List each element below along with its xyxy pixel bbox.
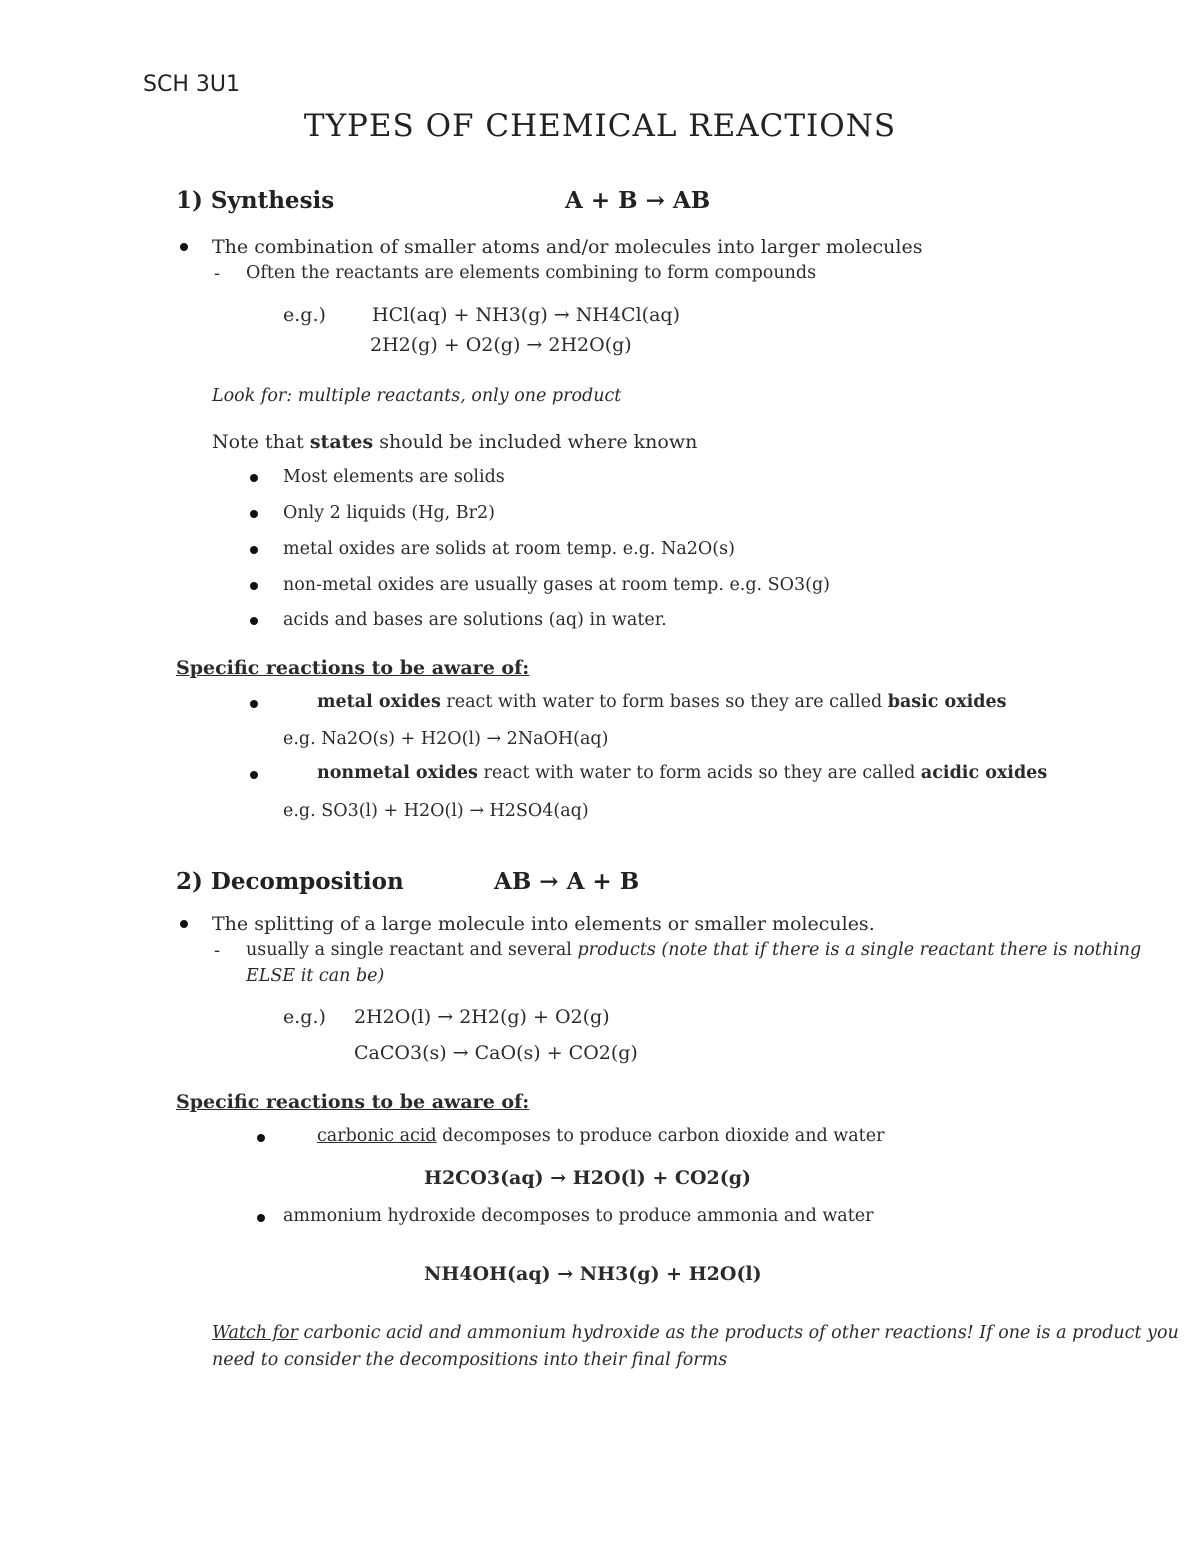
ammonium-hydroxide-equation: NH4OH(aq) → NH3(g) + H2O(l) [424,1263,762,1285]
decomposition-sub-point-cont: ELSE it can be) [246,966,385,986]
bullet-icon [250,546,258,554]
bullet-icon [250,771,258,779]
watch-for-note: Watch for carbonic acid and ammonium hydroxide as the products of other reactions! If one is a product you [212,1323,1179,1343]
carbonic-acid-line: carbonic acid decomposes to produce carbon dioxide and water [317,1126,885,1146]
synthesis-definition: The combination of smaller atoms and/or molecules into larger molecules [212,236,923,258]
dash-icon: - [214,940,221,961]
bullet-icon [250,582,258,590]
decomposition-heading: 2) Decomposition [176,868,404,895]
metal-oxides-line: metal oxides react with water to form bases so they are called basic oxides [317,692,1007,712]
bullet-icon [257,1214,265,1222]
decomposition-eg-label: e.g.) [283,1006,326,1028]
decomposition-example-1: 2H2O(l) → 2H2(g) + O2(g) [354,1006,610,1028]
page-title: TYPES OF CHEMICAL REACTIONS [303,108,897,144]
carbonic-acid-equation: H2CO3(aq) → H2O(l) + CO2(g) [424,1167,752,1189]
nonmetal-oxides-example: e.g. SO3(l) + H2O(l) → H2SO4(aq) [283,801,589,821]
state-fact: non-metal oxides are usually gases at room temp. e.g. SO3(g) [283,575,831,595]
bullet-icon [257,1134,265,1142]
synthesis-general-equation: A + B → AB [565,187,711,214]
ammonium-hydroxide-line: ammonium hydroxide decomposes to produce ammonia and water [283,1206,874,1226]
look-for-note: Look for: multiple reactants, only one product [212,386,622,406]
nonmetal-oxides-line: nonmetal oxides react with water to form acids so they are called acidic oxides [317,763,1048,783]
state-fact: Only 2 liquids (Hg, Br2) [283,503,495,523]
state-fact: Most elements are solids [283,467,505,487]
state-fact: metal oxides are solids at room temp. e.g. Na2O(s) [283,539,735,559]
decomposition-sub-point: usually a single reactant and several products (note that if there is a single reactant there is nothing [246,940,1142,960]
bullet-icon [250,510,258,518]
decomposition-example-2: CaCO3(s) → CaO(s) + CO2(g) [354,1042,638,1064]
bullet-icon [180,920,188,928]
course-code: SCH 3U1 [143,72,240,97]
decomposition-definition: The splitting of a large molecule into elements or smaller molecules. [212,913,875,935]
decomposition-general-equation: AB → A + B [494,868,640,895]
synthesis-heading: 1) Synthesis [176,187,335,214]
synthesis-sub-point: Often the reactants are elements combining to form compounds [246,263,817,283]
metal-oxides-example: e.g. Na2O(s) + H2O(l) → 2NaOH(aq) [283,729,609,749]
synthesis-eg-label: e.g.) [283,304,326,326]
dash-icon: - [214,263,221,284]
bullet-icon [250,700,258,708]
bullet-icon [250,474,258,482]
bullet-icon [180,243,188,251]
synthesis-specific-heading: Specific reactions to be aware of: [176,657,530,679]
states-note: Note that states should be included where known [212,431,698,453]
synthesis-example-2: 2H2(g) + O2(g) → 2H2O(g) [370,334,632,356]
bullet-icon [250,617,258,625]
state-fact: acids and bases are solutions (aq) in water. [283,610,667,630]
synthesis-example-1: HCl(aq) + NH3(g) → NH4Cl(aq) [372,304,680,326]
watch-for-note-cont: need to consider the decompositions into their final forms [212,1350,728,1370]
decomposition-specific-heading: Specific reactions to be aware of: [176,1091,530,1113]
